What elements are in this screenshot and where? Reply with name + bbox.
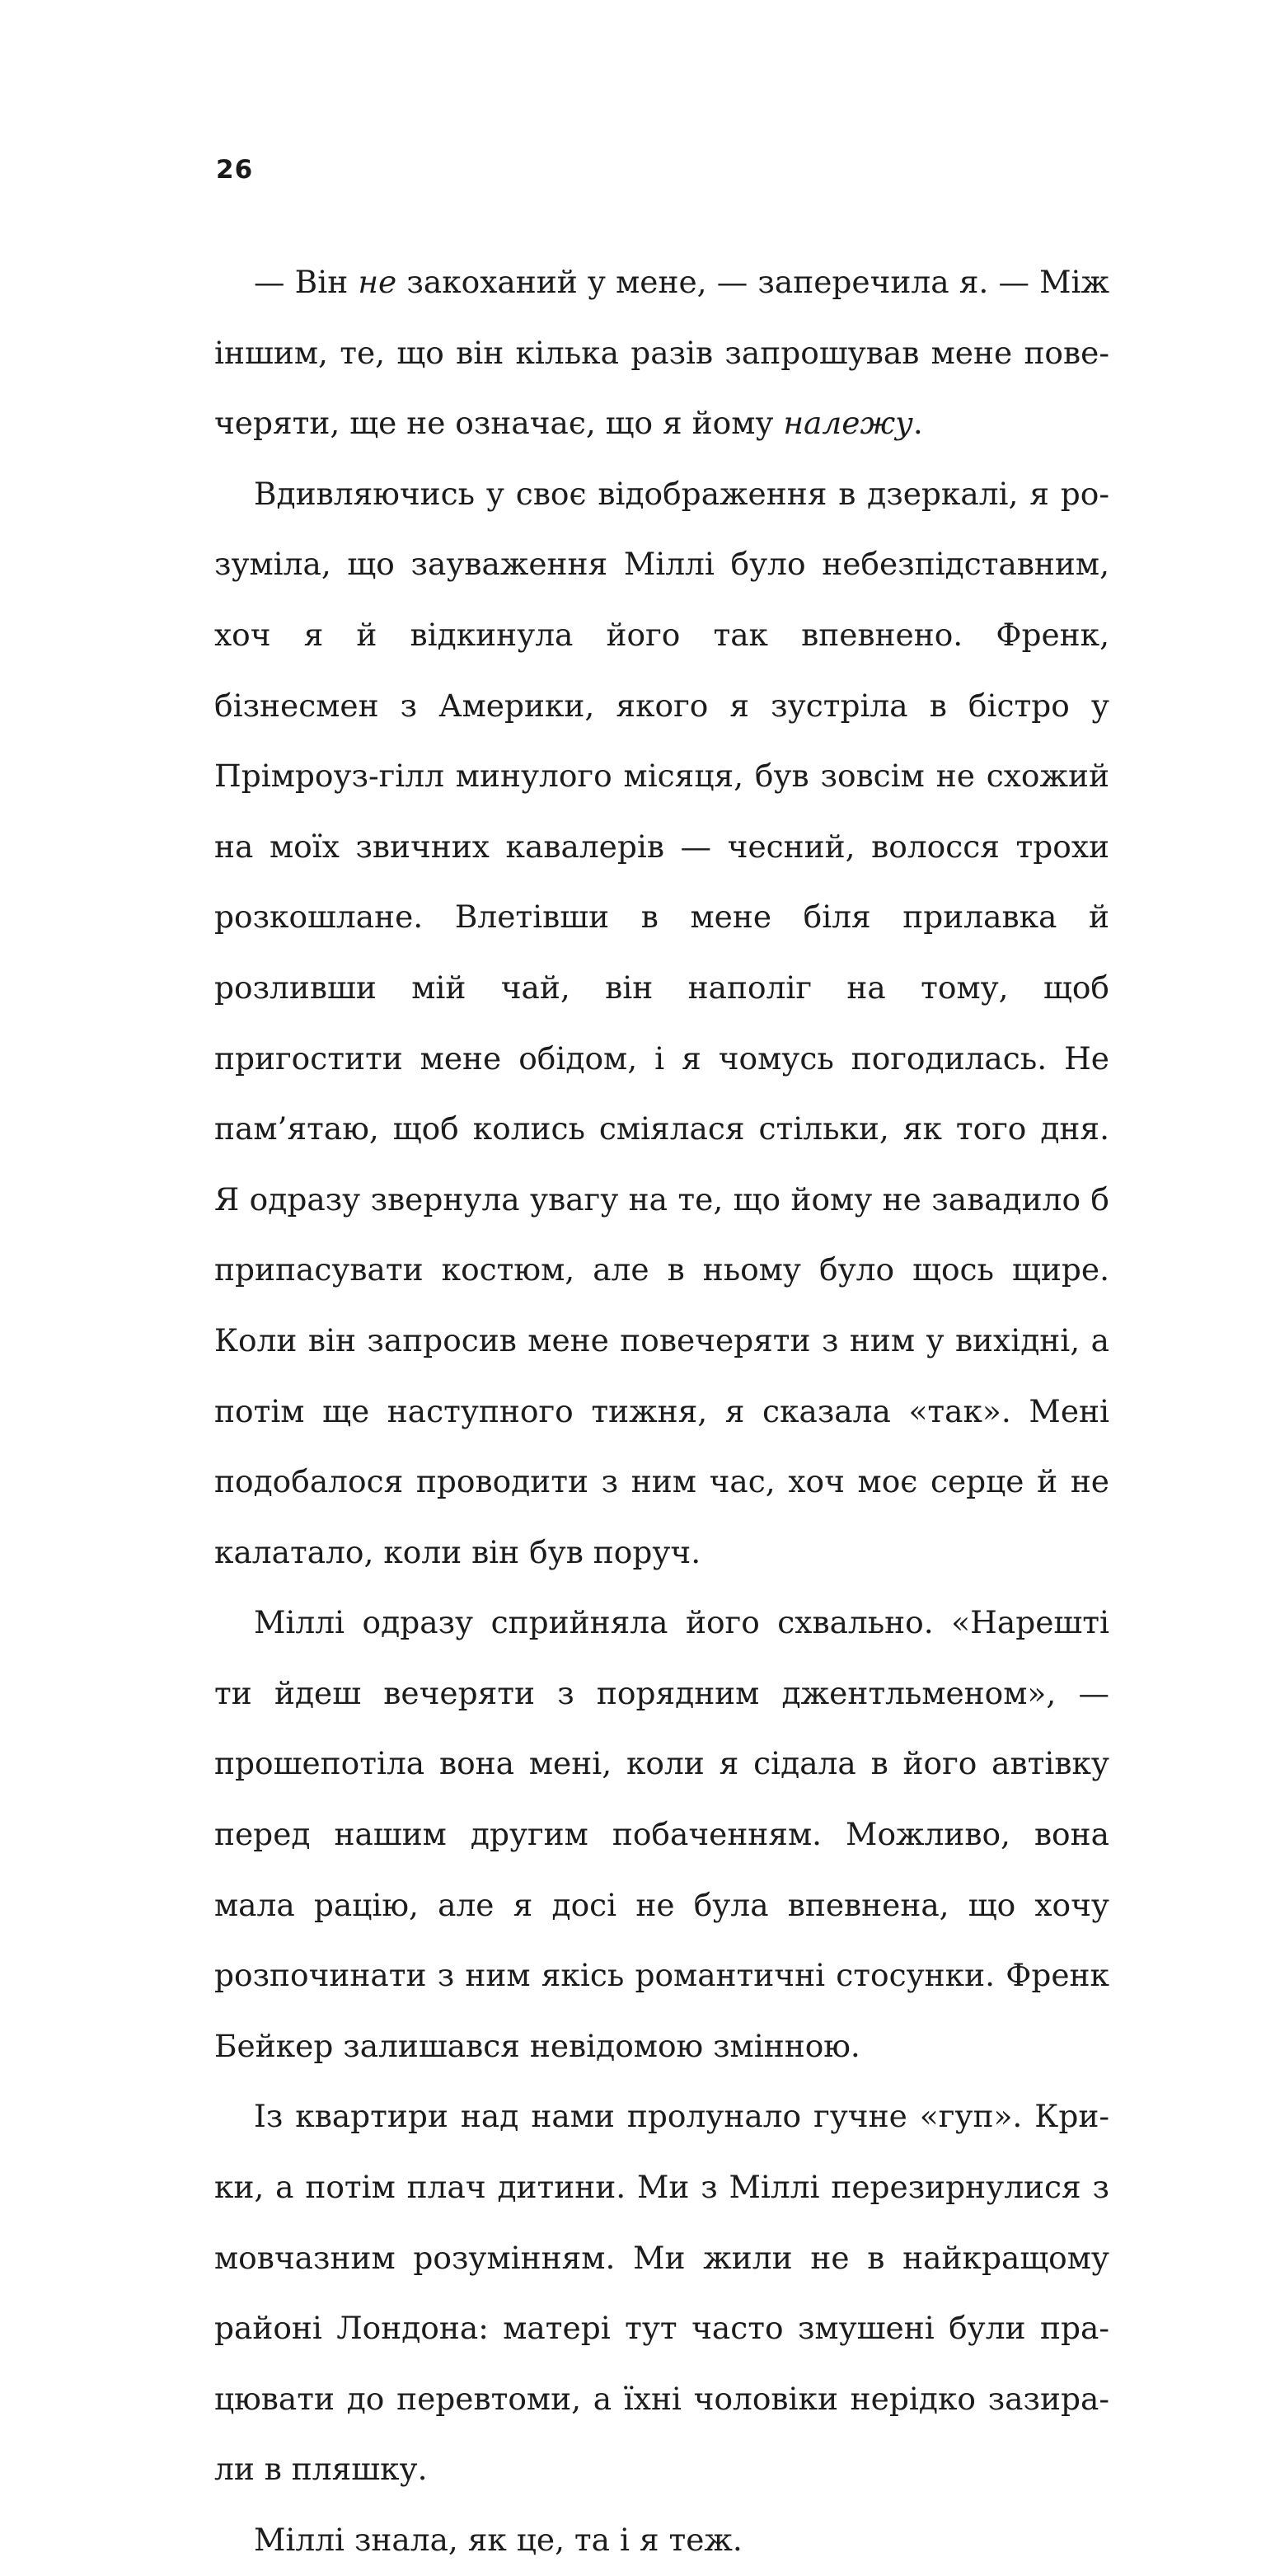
- paragraph: [214, 2081, 1109, 2505]
- text-segment: закоханий у мене, — заперечила я. — Між іншим, те, що він кілька разів запрошував мене повечеряти, ще не означає, що я йому: [214, 264, 1109, 442]
- text-segment: Міллі одразу сприйняла його схвально. «Нарешті ти йдеш вечеряти з порядним джентльменом», — прошепотіла вона мені, коли я сідала в його автівку перед нашим другим побаченням. Можливо, вона мала рацію, але я досі не була впевнена, що хочу розпочинати з ним якісь романтичні стосунки. Френк Бейкер залишався невідомою змінною.: [214, 1604, 1109, 2064]
- text-segment: Міллі знала, як це, та і я теж.: [254, 2522, 743, 2558]
- text-segment: Вдивляючись у своє відображення в дзеркалі, я розуміла, що зауваження Міллі було небезпідставним, хоч я й відкинула його так впевнено. Френк, бізнесмен з Америки, якого я зустріла в бістро у Прімроуз-гілл минулого місяця, був зовсім не схожий на моїх звичних кавалерів — чесний, волосся трохи розкошлане. Влетівши в мене біля прилавка й розливши мій чай, він наполіг на тому, щоб пригостити мене обідом, і я чомусь погодилась. Не пам’ятаю, щоб колись сміялася стільки, як того дня. Я одразу звернула увагу на те, що йому не завадило б припасувати костюм, але в ньому було щось щире. Коли він запросив мене повечеряти з ним у вихідні, а потім ще наступного тижня, я сказала «так». Мені подобалося проводити з ним час, хоч моє серце й не калатало, коли він був поруч.: [214, 475, 1109, 1570]
- body-text: [214, 247, 1109, 2576]
- text-segment: — Він: [254, 264, 359, 300]
- paragraph: [214, 459, 1109, 1588]
- paragraph: [214, 1588, 1109, 2081]
- emphasis-text: не: [358, 264, 397, 300]
- text-segment: Із квартири над нами пролунало гучне «гуп». Крики, а потім плач дитини. Ми з Міллі перезирнулися з мовчазним розумінням. Ми жили не в найкращому районі Лондона: матері тут часто змушені були працювати до перевтоми, а їхні чоловіки нерідко зазирали в пляшку.: [214, 2098, 1109, 2488]
- page-number: 26: [216, 155, 254, 185]
- paragraph: [214, 247, 1109, 459]
- emphasis-text: належу: [783, 405, 913, 442]
- paragraph: [214, 2505, 1109, 2576]
- text-segment: .: [912, 405, 923, 442]
